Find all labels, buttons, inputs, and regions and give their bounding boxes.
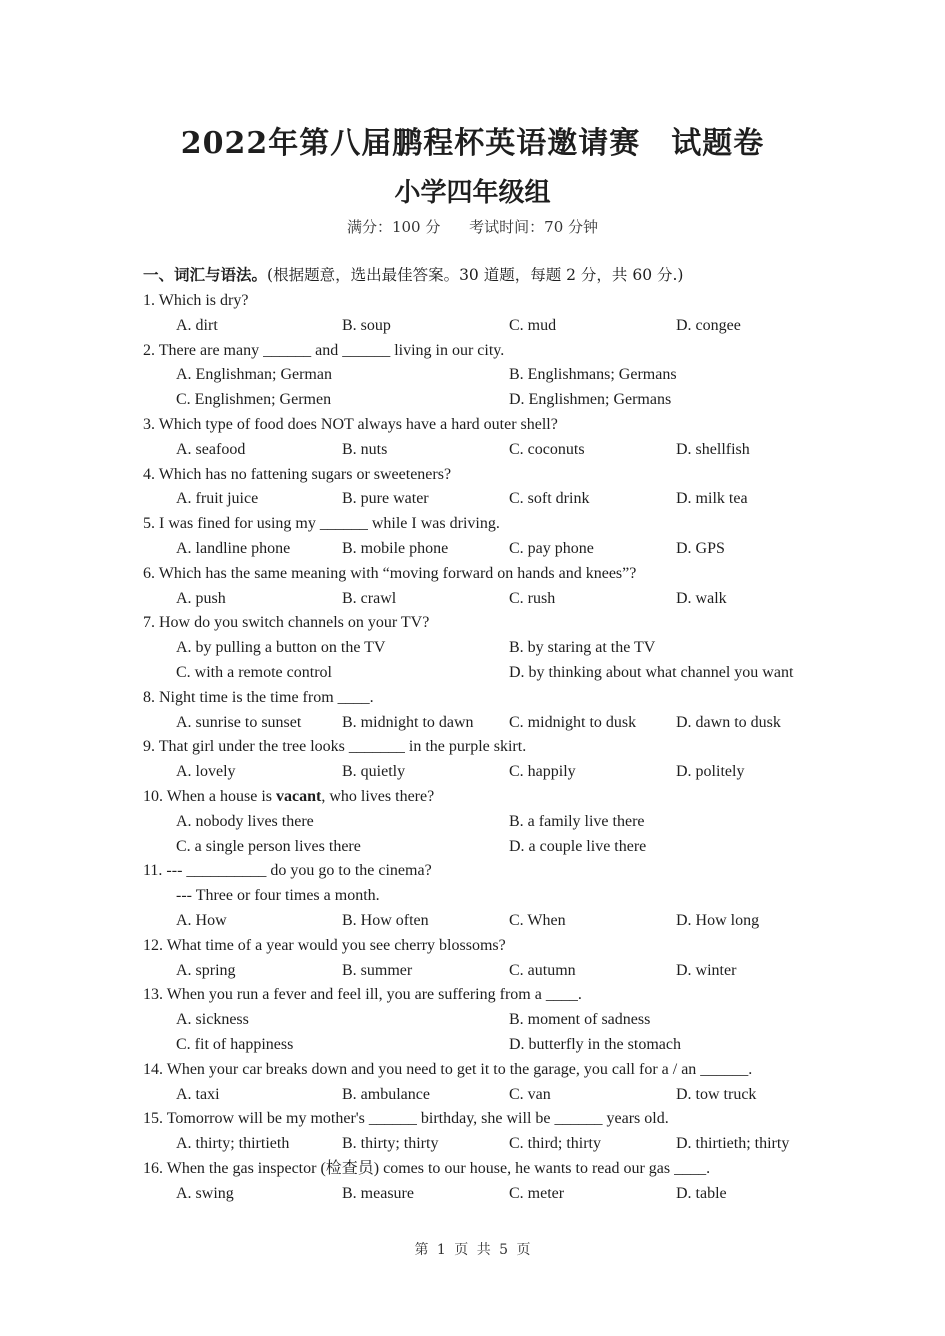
option: A. sickness [176, 1011, 249, 1029]
option: D. thirtieth; thirty [676, 1135, 790, 1153]
option: B. pure water [342, 490, 429, 508]
options-row [143, 959, 833, 984]
options-row [143, 909, 833, 934]
option: B. Englishmans; Germans [509, 366, 677, 384]
option: A. dirt [176, 316, 218, 334]
full-score: 满分：100 分 [346, 218, 441, 236]
question-stem: 8. Night time is the time from ____. [143, 688, 374, 706]
option: A. seafood [176, 440, 246, 458]
option: B. mobile phone [342, 539, 449, 557]
option: D. milk tea [676, 490, 748, 508]
stem-part: , who lives there? [321, 787, 435, 805]
options-row [143, 1132, 833, 1157]
option: A. push [176, 589, 226, 607]
option: D. table [676, 1184, 727, 1202]
option: D. congee [676, 316, 741, 334]
option: C. pay phone [509, 539, 594, 557]
option: B. thirty; thirty [342, 1135, 439, 1153]
option: A. taxi [176, 1085, 220, 1103]
option: D. politely [676, 763, 745, 781]
option: D. a couple live there [509, 837, 647, 855]
question-stem: 3. Which type of food does NOT always have a hard outer shell? [143, 415, 558, 433]
option: D. dawn to dusk [676, 713, 781, 731]
options-row [143, 1083, 833, 1108]
page-title: 2022年第八届鹏程杯英语邀请赛 试题卷 [180, 126, 765, 161]
options-row [143, 760, 833, 785]
option: C. autumn [509, 961, 576, 979]
option: C. soft drink [509, 490, 590, 508]
question-stem: 2. There are many ______ and ______ living in our city. [143, 341, 505, 359]
option: B. a family live there [509, 812, 645, 830]
section-instructions: (根据题意，选出最佳答案。30 道题，每题 2 分，共 60 分.) [267, 266, 684, 284]
question-stem: 11. --- __________ do you go to the cinema? [143, 862, 432, 880]
question-stem: 15. Tomorrow will be my mother's ______ birthday, she will be ______ years old. [143, 1110, 669, 1128]
option: D. Englishmen; Germans [509, 391, 672, 409]
option: A. How [176, 911, 227, 929]
question-stem: 7. How do you switch channels on your TV? [143, 614, 430, 632]
options-row [143, 1182, 833, 1207]
option: D. How long [676, 911, 760, 929]
stem-part: 10. When a house is [143, 787, 277, 805]
option: A. lovely [176, 763, 236, 781]
option: A. sunrise to sunset [176, 713, 302, 731]
option: A. fruit juice [176, 490, 259, 508]
option: B. nuts [342, 440, 388, 458]
option: A. Englishman; German [176, 366, 332, 384]
question-stem: 6. Which has the same meaning with “moving forward on hands and knees”? [143, 564, 637, 582]
question-stem: 1. Which is dry? [143, 292, 249, 309]
option: C. coconuts [509, 440, 585, 458]
question-stem: 14. When your car breaks down and you need to get it to the garage, you call for a / an ______. [143, 1060, 753, 1078]
option: B. crawl [342, 589, 397, 607]
option: C. When [509, 911, 566, 929]
question-stem: 5. I was fined for using my ______ while I was driving. [143, 515, 500, 533]
options-row [143, 835, 833, 860]
option: D. GPS [676, 539, 725, 557]
options-row [143, 711, 833, 736]
option: D. tow truck [676, 1085, 757, 1103]
question-stem: 9. That girl under the tree looks _______ in the purple skirt. [143, 738, 527, 756]
exam-time: 考试时间：70 分钟 [469, 218, 599, 236]
question-stem: 12. What time of a year would you see cherry blossoms? [143, 936, 506, 954]
options-row [143, 314, 833, 339]
option: C. Englishmen; Germen [176, 391, 332, 409]
option: C. fit of happiness [176, 1035, 294, 1053]
question-list [143, 289, 833, 1206]
section-heading [143, 263, 683, 285]
option: C. mud [509, 316, 557, 334]
option: D. butterfly in the stomach [509, 1035, 681, 1053]
option: C. midnight to dusk [509, 713, 637, 731]
question-stem: 16. When the gas inspector (检查员) comes to our house, he wants to read our gas ____. [143, 1159, 711, 1177]
stem-keyword: vacant [276, 787, 322, 805]
option: C. third; thirty [509, 1135, 601, 1153]
option: C. rush [509, 589, 556, 607]
option: A. spring [176, 961, 236, 979]
page-subtitle: 小学四年级组 [394, 178, 551, 208]
option: B. soup [342, 316, 391, 334]
page-number: 第 1 页 共 5 页 [414, 1242, 531, 1258]
options-row [143, 636, 833, 661]
option: B. midnight to dawn [342, 713, 474, 731]
exam-info [0, 216, 945, 237]
option: C. with a remote control [176, 663, 332, 681]
option: C. meter [509, 1184, 565, 1202]
options-row [143, 363, 833, 388]
option: B. ambulance [342, 1085, 430, 1103]
question-stem [143, 785, 833, 810]
option: B. measure [342, 1184, 414, 1202]
options-row [143, 1033, 833, 1058]
options-row [143, 388, 833, 413]
section-title: 一、词汇与语法。 [143, 265, 268, 284]
option: A. thirty; thirtieth [176, 1135, 290, 1153]
option: D. by thinking about what channel you want [509, 663, 794, 681]
option: A. nobody lives there [176, 812, 314, 830]
question-stem: 13. When you run a fever and feel ill, you are suffering from a ____. [143, 986, 582, 1004]
question-stem: 4. Which has no fattening sugars or sweeteners? [143, 465, 452, 483]
option: D. winter [676, 961, 737, 979]
options-row [143, 1008, 833, 1033]
option: A. swing [176, 1184, 234, 1202]
options-row [143, 661, 833, 686]
option: C. happily [509, 763, 576, 781]
options-row [143, 487, 833, 512]
option: B. How often [342, 911, 429, 929]
options-row [143, 587, 833, 612]
option: A. landline phone [176, 539, 291, 557]
option: D. walk [676, 589, 727, 607]
options-row [143, 438, 833, 463]
option: B. quietly [342, 763, 406, 781]
option: C. van [509, 1085, 551, 1103]
option: B. moment of sadness [509, 1011, 651, 1029]
options-row [143, 537, 833, 562]
question-stem-response: --- Three or four times a month. [176, 887, 380, 905]
option: B. by staring at the TV [509, 639, 656, 657]
option: C. a single person lives there [176, 837, 361, 855]
options-row [143, 810, 833, 835]
option: D. shellfish [676, 440, 750, 458]
option: B. summer [342, 961, 413, 979]
option: A. by pulling a button on the TV [176, 639, 386, 657]
